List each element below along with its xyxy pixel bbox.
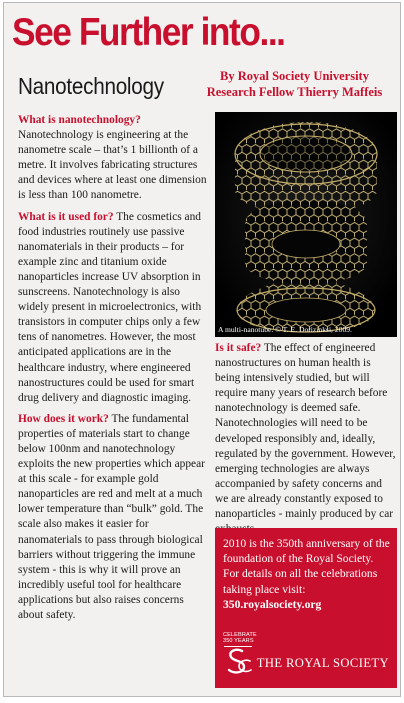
question-heading: What is it used for?: [18, 210, 114, 223]
headline: See Further into...: [12, 11, 285, 54]
anniversary-message: 2010 is the 350th anniversary of the foundation of the Royal Society. For details on all the celebrations taking place visit:: [223, 537, 390, 596]
answer-text: Nanotechnology is engineering at the nanometre scale – that’s 1 billionth of a metre. It involves fabricating structures and devices where at least one dimension is less than 100 nanometre.: [18, 129, 207, 202]
answer-text: The effect of engineered nanostructures on human health is being intensively studied, but will require many years of research before nanotechnology is deemed safe. Nanotechnologies will need to be developed responsibly and, ideally, regulated by the government. However, emerging technologies are always accompanied by safety concerns and we are already constantly exposed to nanoparticles - mainly produced by car: [215, 342, 396, 521]
section-safety: [215, 341, 397, 537]
anniversary-box: [215, 528, 397, 688]
royal-society-name: THE ROYAL SOCIETY: [256, 656, 389, 670]
anniversary-link[interactable]: 350.royalsociety.org: [223, 597, 322, 611]
celebrate-350-logo: [223, 632, 255, 676]
answer-text: The cosmetics and food industries routinely use passive nanomaterials in their products – for example zinc and titanium oxide nanoparticles increase UV absorption in sunscreens. Nanotechnology is also widely present in microelectronics, with transistors in computer chips only a few tens of nanometres. However, the most anticipated applications are in the healthcare industry, where engineered nanostructures could be used for smart drug delivery and diagnostic imaging.: [18, 210, 202, 404]
poster: [3, 2, 401, 697]
logo-line-1: CELEBRATE: [223, 632, 257, 638]
byline-line-1: By Royal Society University: [220, 69, 369, 83]
question-heading: What is nanotechnology?: [18, 114, 141, 126]
image-caption: A multi-nanotube. © T. E. Dorizinksi, 2009.: [218, 325, 352, 334]
byline-line-2: Research Fellow Thierry Maffeis: [206, 85, 383, 99]
nanotube-illustration: [215, 112, 397, 337]
author-byline: [197, 68, 392, 100]
answer-text: The fundamental properties of materials start to change below 100nm and nanotechnology exploits the new properties which appear at this scale - for example gold nanoparticles are red and melt at a much lower temperature than “bulk” gold. The scale also makes it easier for nanomaterials to pass through biological barriers without triggering the immune system - this is why it will prove an incredibly useful tool for healthcare applications but also raises concerns about safety.: [18, 412, 205, 621]
subheading: Nanotechnology: [18, 73, 164, 99]
left-column: [18, 113, 211, 629]
section-what-is: [18, 113, 211, 204]
section-uses: [18, 210, 211, 406]
section-how-it-works: [18, 412, 211, 623]
question-heading: Is it safe?: [215, 342, 262, 354]
anniversary-text: [223, 536, 391, 612]
nanotube-image: [215, 112, 397, 337]
royal-society-monogram-icon: [224, 646, 252, 675]
right-column: [215, 341, 397, 543]
logo-line-2: 350 YEARS: [223, 638, 254, 644]
question-heading: How does it work?: [18, 412, 109, 425]
